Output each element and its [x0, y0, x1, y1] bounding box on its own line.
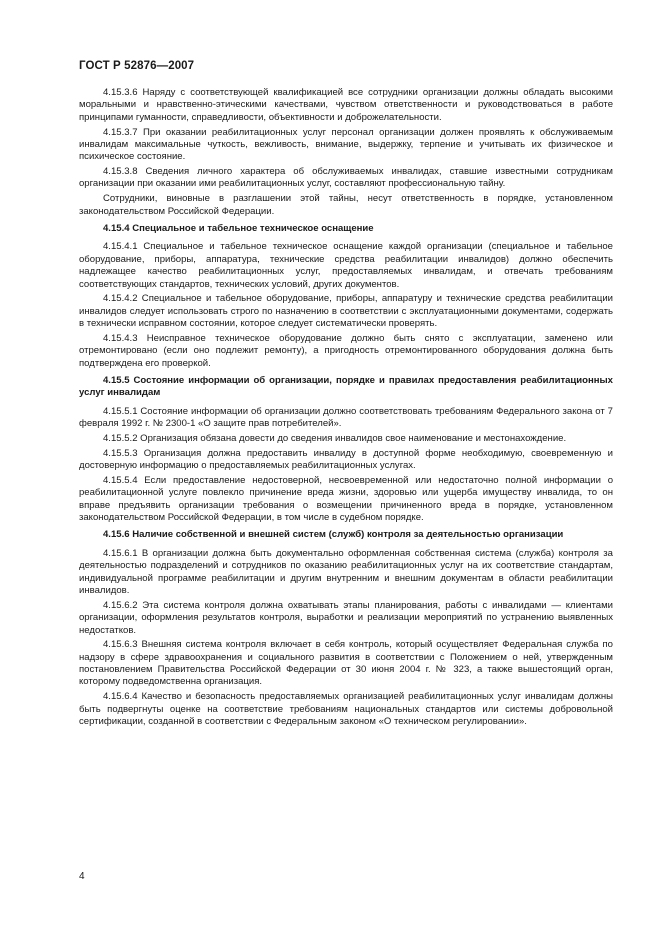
section-heading-4-15-5: 4.15.5 Состояние информации об организации, порядке и правилах предоставления реабилитационных услуг инвалидам — [79, 375, 613, 399]
paragraph-confidentiality-liability: Сотрудники, виновные в разглашении этой тайны, несут ответственность в порядке, установленном законодательством Российской Федерации. — [79, 193, 613, 217]
paragraph-4-15-6-4: 4.15.6.4 Качество и безопасность предоставляемых организацией реабилитационных услуг инвалидам должны быть подвергнуты оценке на соответствие требованиям национальных стандартов или системы добровольной сертификации, созданной в соответствии с Федеральным законом «О техническом регулировании». — [79, 691, 613, 727]
document-body — [79, 87, 613, 731]
paragraph-4-15-3-6: 4.15.3.6 Наряду с соответствующей квалификацией все сотрудники организации должны обладать высокими моральными и нравственно-этическими качествами, чувством ответственности и руководствоваться в работе принципами гуманности, справедливости, объективности и доброжелательности. — [79, 87, 613, 123]
paragraph-4-15-5-1: 4.15.5.1 Состояние информации об организации должно соответствовать требованиям Федерального закона от 7 февраля 1992 г. № 2300-1 «О защите прав потребителей». — [79, 405, 613, 430]
paragraph-4-15-3-7: 4.15.3.7 При оказании реабилитационных услуг персонал организации должен проявлять к обслуживаемым инвалидам максимальные чуткость, вежливость, внимание, выдержку, терпение и учитывать их физическое и психическое состояние. — [79, 126, 613, 163]
paragraph-4-15-6-3: 4.15.6.3 Внешняя система контроля включает в себя контроль, который осуществляет Федеральная служба по надзору в сфере здравоохранения и социального развития в соответствии с Положением о ней, утвержденным постановлением Правительства Российской Федерации от 30 июня 2004 г. № 323, а также вышестоящий орган, которому подведомственна организация. — [79, 639, 613, 688]
paragraph-4-15-6-2: 4.15.6.2 Эта система контроля должна охватывать этапы планирования, работы с инвалидами — клиентами организации, оформления результатов контроля, выработки и реализации мероприятий по устранению выявленных недостатков. — [79, 599, 613, 636]
section-heading-4-15-4: 4.15.4 Специальное и табельное техническое оснащение — [103, 222, 374, 234]
page-number: 4 — [79, 871, 85, 882]
paragraph-4-15-6-1: 4.15.6.1 В организации должна быть документально оформленная собственная система (служба) контроля за деятельностью подразделений и сотрудников по оказанию реабилитационных услуг на их соответствие стандартам, индивидуальной программе реабилитации и другим внутренним и внешним документам в области реабилитации инвалидов. — [79, 547, 613, 596]
paragraph-4-15-4-1: 4.15.4.1 Специальное и табельное техническое оснащение каждой организации (специальное и табельное оборудование, приборы, аппаратура, технические средства реабилитации инвалидов) должно обеспечить надлежащее качество реабилитационных услуг, предоставляемых инвалидам, и отвечать требованиям соответствующих стандартов, технических условий, других документов. — [79, 241, 613, 290]
paragraph-4-15-4-2: 4.15.4.2 Специальное и табельное оборудование, приборы, аппаратуру и технические средства реабилитации инвалидов следует использовать строго по назначению в соответствии с эксплуатационными документами, содержать в технически исправном состоянии, которое следует систематически проверять. — [79, 293, 613, 330]
paragraph-4-15-4-3: 4.15.4.3 Неисправное техническое оборудование должно быть снято с эксплуатации, заменено или отремонтировано (если оно подлежит ремонту), а пригодность отремонтированного оборудования должна быть подтверждена его проверкой. — [79, 332, 613, 369]
section-heading-4-15-6: 4.15.6 Наличие собственной и внешней систем (служб) контроля за деятельностью организации — [103, 529, 564, 541]
paragraph-4-15-5-2: 4.15.5.2 Организация обязана довести до сведения инвалидов свое наименование и местонахождение. — [103, 432, 567, 444]
paragraph-4-15-5-4: 4.15.5.4 Если предоставление недостоверной, несвоевременной или недостаточно полной информации о реабилитационной услуге повлекло причинение вреда жизни, здоровью или ущерба имуществу инвалида, то он вправе предъявить организации требования о возмещении причиненного вреда в порядке, установленном законодательством Российской Федерации, в том числе в судебном порядке. — [79, 474, 613, 523]
paragraph-4-15-5-3: 4.15.5.3 Организация должна предоставить инвалиду в доступной форме необходимую, своевременную и достоверную информацию о предоставляемых реабилитационных услугах. — [79, 447, 613, 472]
paragraph-4-15-3-8: 4.15.3.8 Сведения личного характера об обслуживаемых инвалидах, ставшие известными сотрудникам организации при оказании ими реабилитационных услуг, составляют профессиональную тайну. — [79, 166, 613, 190]
document-header: ГОСТ Р 52876—2007 — [79, 60, 195, 72]
